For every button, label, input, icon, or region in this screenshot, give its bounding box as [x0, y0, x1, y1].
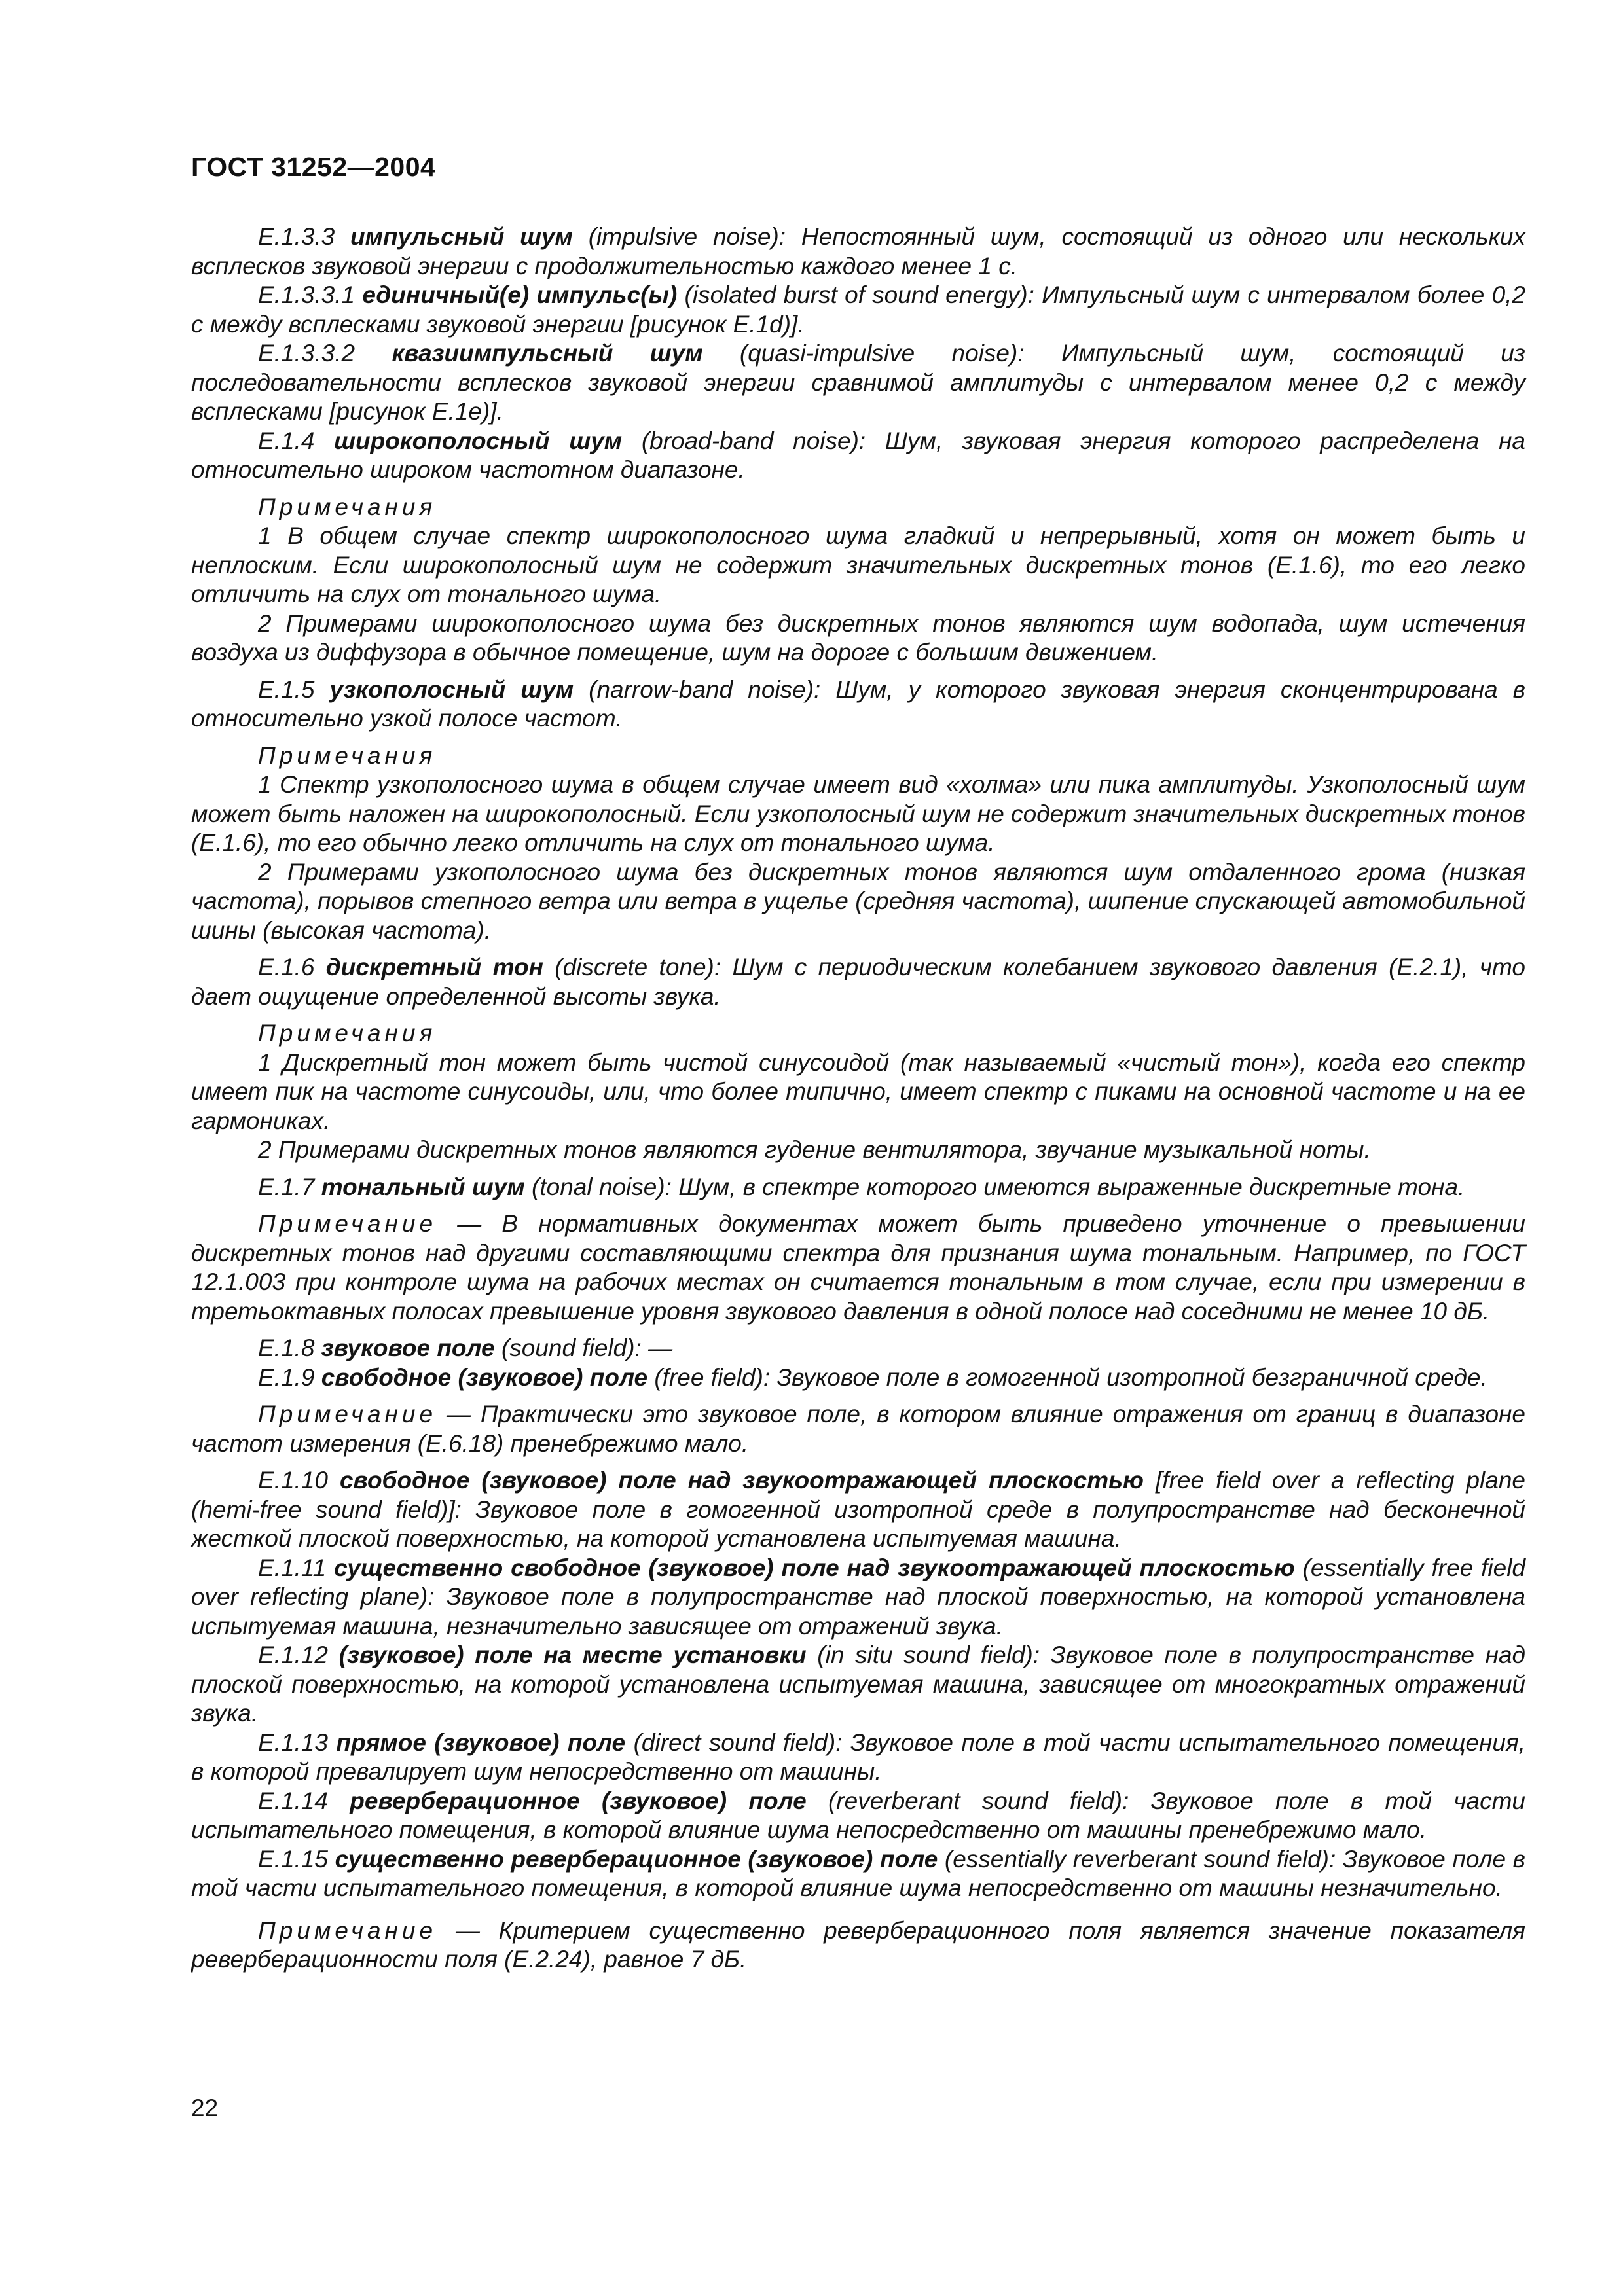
term-number: Е.1.5: [258, 675, 315, 703]
term-name: звуковое поле: [321, 1335, 495, 1361]
note-item: 1 Дискретный тон может быть чистой синусоидой (так называемый «чистый тон»), когда его спектр имеет пик на частоте синусоиды, или, что более типично, имеет спектр с пиками на основной частоте и на ее гармониках.: [191, 1049, 1525, 1134]
note-item: 2 Примерами узкополосного шума без дискретных тонов являются шум отдаленного грома (низкая частота), порывов степного ветра или ветра в ущелье (средняя частота), шипение спускающей автомобильной шины (высокая частота).: [191, 858, 1525, 944]
term-name: свободное (звуковое) поле: [321, 1363, 648, 1391]
term-text: (broad-band noise): Шум, звуковая энергия которого распределена на относительно широком частотном диапазоне.: [191, 427, 1526, 483]
term-number: Е.1.3.3.2: [258, 340, 356, 367]
term-number: Е.1.11: [258, 1554, 327, 1581]
term-text: (isolated burst of sound energy): Импульсный шум с интервалом более 0,2 с между всплесками звуковой энергии [рисунок Е.1d)].: [191, 281, 1526, 338]
term-definition: [191, 427, 1525, 485]
note-text: — В нормативных документах может быть приведено уточнение о превышении дискретных тонов над другими составляющими спектра для признания шума тональным. Например, по ГОСТ 12.1.003 при контроле шума на рабочих местах он считается тональным в том случае, если при измерении в третьоктавных полосах превышение уровня звукового давления в одной полосе над соседними не менее 10 дБ.: [191, 1210, 1525, 1325]
term-definition: [191, 1173, 1525, 1202]
term-definition: [191, 1787, 1525, 1845]
term-number: Е.1.15: [258, 1845, 328, 1873]
note-inline: [191, 1210, 1525, 1326]
notes-heading: Примечания: [258, 1020, 437, 1047]
term-text: (quasi-impulsive noise): Импульсный шум, состоящий из последовательности всплесков звуковой энергии сравнимой амплитуды с интервалом менее 0,2 с между всплесками [рисунок Е.1е)].: [191, 340, 1526, 425]
note-item: 2 Примерами дискретных тонов являются гудение вентилятора, звучание музыкальной ноты.: [258, 1136, 1371, 1163]
note-item: 1 Спектр узкополосного шума в общем случае имеет вид «холма» или пика амплитуды. Узкополосный шум может быть наложен на широкополосный. Если узкополосный шум не содержит значительных дискретных тонов (Е.1.6), то его обычно легко отличить на слух от тонального шума.: [191, 771, 1525, 856]
term-name: существенно реверберационное (звуковое) поле: [335, 1845, 938, 1873]
notes-heading: Примечания: [258, 742, 437, 769]
term-definition: [191, 1334, 1525, 1363]
term-number: Е.1.8: [258, 1335, 315, 1361]
term-text: (tonal noise): Шум, в спектре которого имеются выраженные дискретные тона.: [524, 1173, 1465, 1200]
term-definition: [191, 1641, 1525, 1729]
term-number: Е.1.3.3.1: [258, 281, 356, 308]
term-text: (in situ sound field): Звуковое поле в полупространстве над плоской поверхностью, на которой установлена испытуемая машина, зависящее от многократных отражений звука.: [191, 1641, 1525, 1727]
document-body: [191, 223, 1525, 1975]
notes-heading: Примечания: [258, 493, 437, 520]
note-label: Примечание: [258, 1210, 437, 1237]
term-text: (essentially free field over reflecting plane): Звуковое поле в полупространстве над плоской поверхностью, на которой установлена испытуемая машина, незначительно зависящее от отражений звука.: [191, 1554, 1526, 1640]
note-inline: [191, 1916, 1525, 1975]
term-number: Е.1.10: [258, 1467, 328, 1494]
term-name: тональный шум: [321, 1173, 525, 1200]
term-text: (narrow-band noise): Шум, у которого звуковая энергия сконцентрирована в относительно узкой полосе частот.: [191, 675, 1525, 732]
term-name: квазиимпульсный шум: [392, 340, 703, 367]
term-text: (reverberant sound field): Звуковое поле в той части испытательного помещения, в которой влияние шума непосредственно от машины пренебрежимо мало.: [191, 1787, 1526, 1843]
term-definition: [191, 1845, 1525, 1903]
term-definition: [191, 1554, 1525, 1641]
term-text: (sound field): —: [494, 1335, 673, 1361]
note-inline: [191, 1400, 1525, 1458]
term-number: Е.1.14: [258, 1787, 328, 1814]
note-text: — Практически это звуковое поле, в котором влияние отражения от границ в диапазоне частот измерения (Е.6.18) пренебрежимо мало.: [191, 1401, 1525, 1457]
term-name: существенно свободное (звуковое) поле над звукоотражающей плоскостью: [334, 1554, 1295, 1581]
term-name: свободное (звуковое) поле над звукоотражающей плоскостью: [339, 1467, 1144, 1494]
term-name: (звуковое) поле на месте установки: [338, 1641, 807, 1668]
term-definition: [191, 1729, 1525, 1787]
term-definition: [191, 953, 1525, 1011]
note-text: — Критерием существенно реверберационного поля является значение показателя реверберационности поля (Е.2.24), равное 7 дБ.: [191, 1916, 1525, 1973]
term-definition: [191, 1466, 1525, 1554]
document-header: ГОСТ 31252—2004: [191, 152, 436, 182]
term-definition: [191, 675, 1525, 734]
note-item: 2 Примерами широкополосного шума без дискретных тонов являются шум водопада, шум истечения воздуха из диффузора в обычное помещение, шум на дороге с большим движением.: [191, 609, 1525, 666]
term-definition: [191, 1363, 1525, 1393]
term-name: реверберационное (звуковое) поле: [350, 1787, 807, 1814]
term-name: прямое (звуковое) поле: [336, 1729, 626, 1756]
term-text: (direct sound field): Звуковое поле в той части испытательного помещения, в которой превалирует шум непосредственно от машины.: [191, 1729, 1526, 1785]
term-definition: [191, 223, 1525, 281]
term-number: Е.1.13: [258, 1729, 328, 1756]
term-text: (impulsive noise): Непостоянный шум, состоящий из одного или нескольких всплесков звуковой энергии с продолжительностью каждого менее 1 с.: [191, 223, 1525, 279]
page-number: 22: [191, 2094, 219, 2121]
term-name: узкополосный шум: [329, 675, 574, 703]
note-label: Примечание: [258, 1401, 437, 1427]
term-number: Е.1.3.3: [258, 223, 335, 250]
term-number: Е.1.12: [258, 1641, 328, 1668]
term-text: [free field over a reflecting plane (hemi-free sound field)]: Звуковое поле в гомогенной изотропной среде в полупространстве над бесконечной жесткой плоской поверхностью, на которой установлена испытуемая машина.: [191, 1467, 1525, 1552]
term-definition: [191, 281, 1525, 339]
term-number: Е.1.4: [258, 427, 315, 454]
term-number: Е.1.9: [258, 1363, 315, 1391]
note-item: 1 В общем случае спектр широкополосного шума гладкий и непрерывный, хотя он может быть и неплоским. Если широкополосный шум не содержит значительных дискретных тонов (Е.1.6), то его легко отличить на слух от тонального шума.: [191, 522, 1525, 607]
term-number: Е.1.7: [258, 1173, 315, 1200]
term-text: (free field): Звуковое поле в гомогенной изотропной безграничной среде.: [647, 1363, 1487, 1391]
term-name: импульсный шум: [350, 223, 573, 250]
term-text: (discrete tone): Шум с периодическим колебанием звукового давления (Е.2.1), что дает ощущение определенной высоты звука.: [191, 954, 1525, 1010]
term-definition: [191, 339, 1525, 427]
term-number: Е.1.6: [258, 954, 315, 980]
note-label: Примечание: [258, 1916, 437, 1944]
term-name: широкополосный шум: [334, 427, 623, 454]
term-name: единичный(е) импульс(ы): [362, 281, 678, 308]
term-name: дискретный тон: [325, 954, 543, 980]
term-text: (essentially reverberant sound field): Звуковое поле в той части испытательного помещения, в которой влияние шума непосредственно от машины незначительно.: [191, 1845, 1525, 1901]
